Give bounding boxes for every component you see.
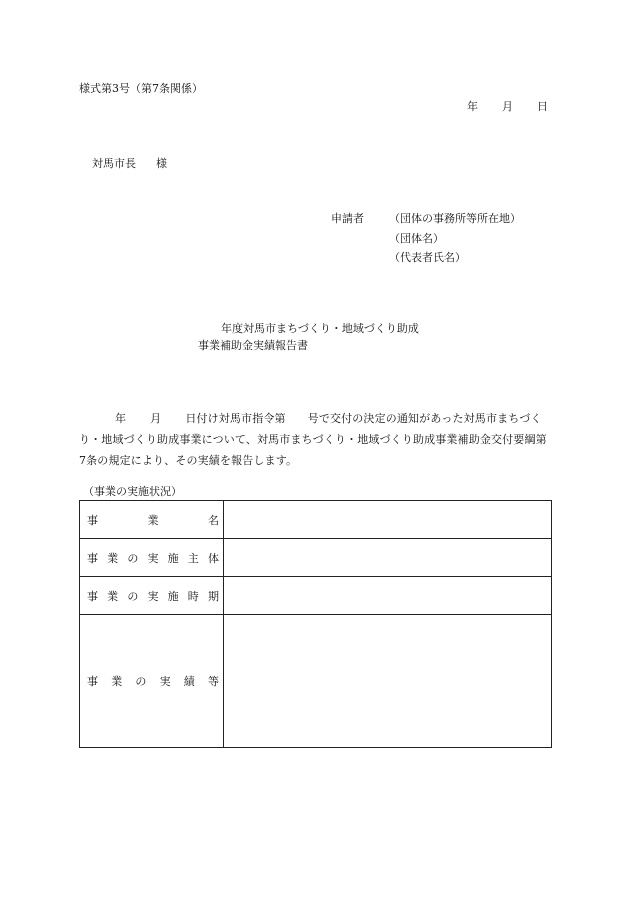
table-row <box>80 615 552 748</box>
applicant-label: 申請者 <box>331 212 364 225</box>
row-label-cell <box>80 577 224 615</box>
results-value[interactable] <box>224 615 552 748</box>
applicant-org-name-field: （団体名） <box>389 232 444 245</box>
document-title-line-1: 年度対馬市まちづくり・地域づくり助成 <box>221 322 419 335</box>
date-day-label: 日 <box>537 100 548 113</box>
date-month-label: 月 <box>502 100 513 113</box>
date-line <box>467 100 548 114</box>
date-year-label: 年 <box>467 100 478 113</box>
row-label-cell <box>80 615 224 748</box>
body-text-part-2: 号で交付の決定の通知があった対馬市まちづくり・地域づくり助成事業について、対馬市まちづくり・地域づくり助成事業補助金交付要綱第7条の規定により、その実績を報告します。 <box>79 412 547 467</box>
label-results: 事 業 の 実 績 等 <box>87 675 219 688</box>
form-number: 様式第3号（第7条関係） <box>79 82 203 95</box>
document-title-line-2: 事業補助金実績報告書 <box>198 339 308 352</box>
status-table <box>79 500 552 748</box>
applicant-address-field: （団体の事務所等所在地） <box>389 212 521 225</box>
report-body-text <box>79 408 552 471</box>
table-row <box>80 539 552 577</box>
body-year-label: 年 <box>115 412 127 425</box>
label-project-name: 事 業 名 <box>87 513 219 527</box>
row-label-cell <box>80 501 224 539</box>
body-text-part-1: 日付け対馬市指令第 <box>185 412 286 425</box>
row-label-cell <box>80 539 224 577</box>
project-name-value[interactable] <box>224 501 552 539</box>
label-implementation-period: 事 業 の 実 施 時 期 <box>87 589 219 603</box>
table-row <box>80 501 552 539</box>
table-row <box>80 577 552 615</box>
addressee-honorific: 様 <box>156 157 167 170</box>
addressee-name: 対馬市長 <box>92 157 136 170</box>
label-implementing-body: 事 業 の 実 施 主 体 <box>87 551 219 565</box>
body-month-label: 月 <box>150 412 162 425</box>
implementing-body-value[interactable] <box>224 539 552 577</box>
addressee <box>92 157 167 171</box>
status-section-heading: （事業の実施状況） <box>83 485 182 498</box>
applicant-representative-field: （代表者氏名） <box>389 251 466 264</box>
implementation-period-value[interactable] <box>224 577 552 615</box>
